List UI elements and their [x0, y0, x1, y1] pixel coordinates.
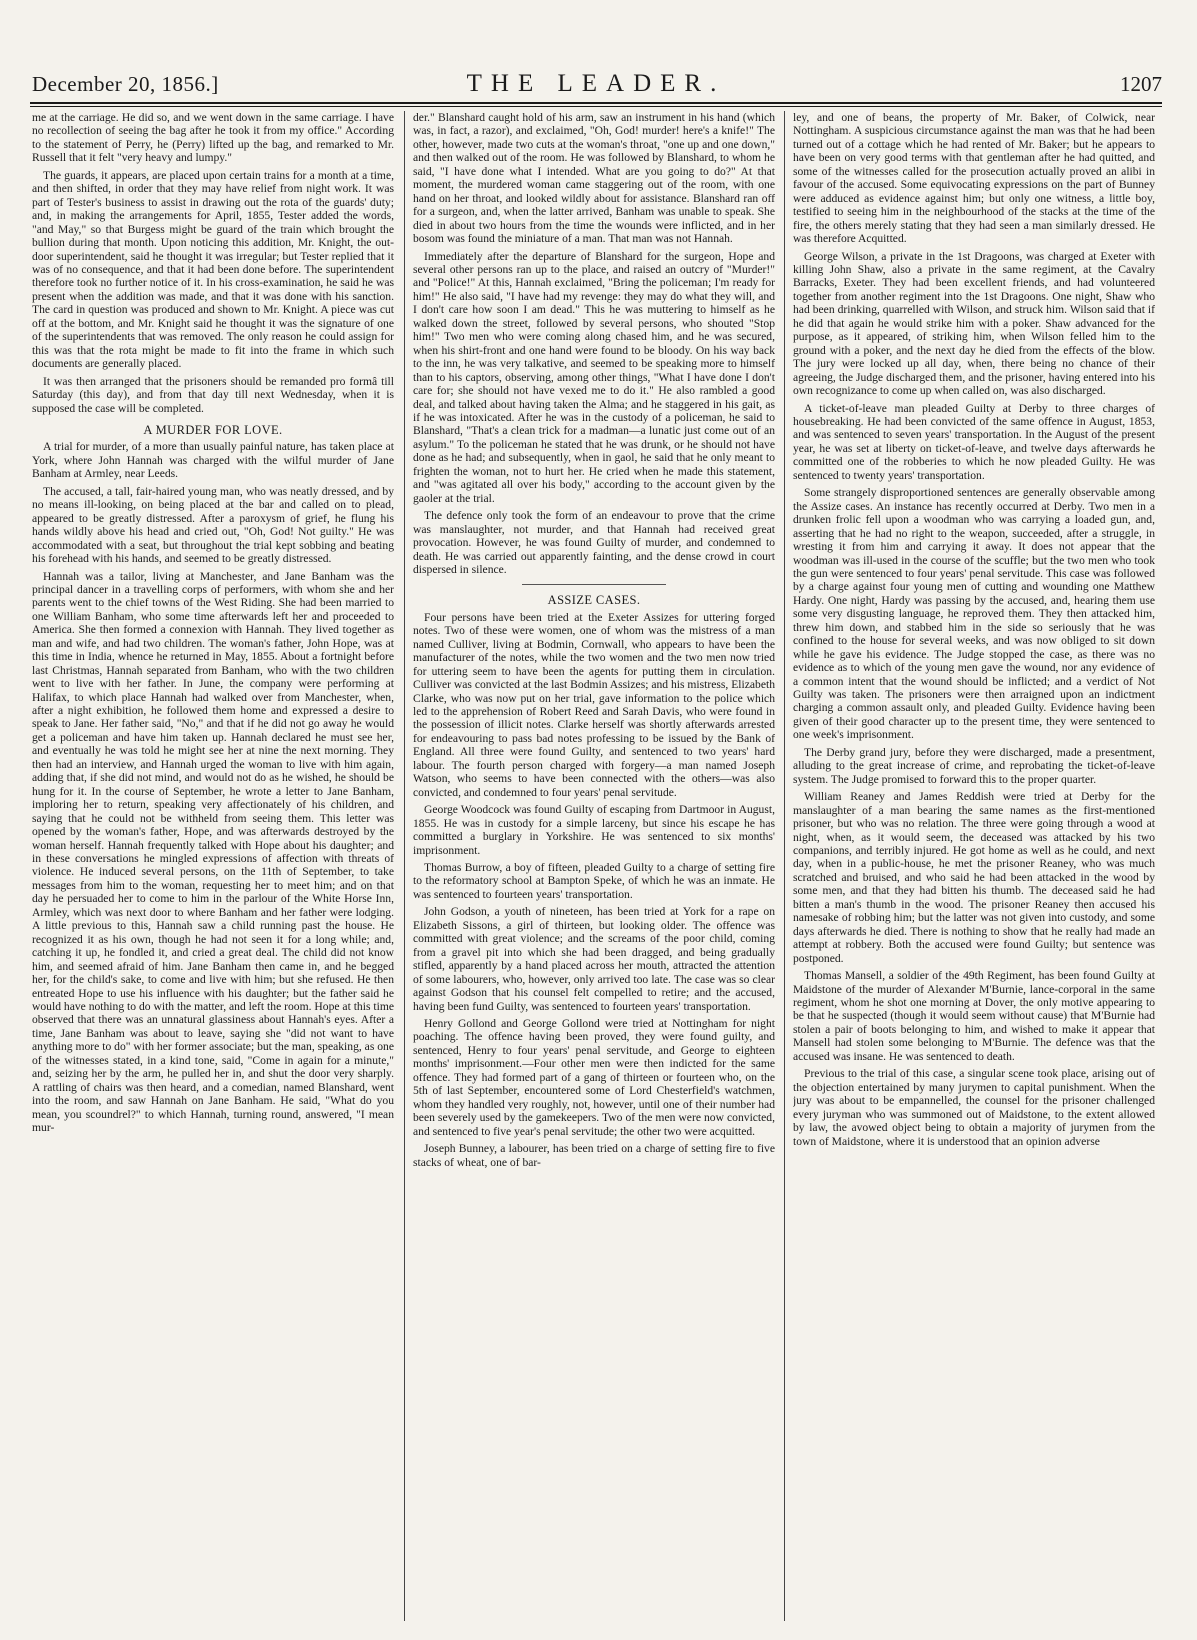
paragraph: The guards, it appears, are placed upon certain trains for a month at a time, and then shifted, in order that they may have relief from night work. It was part of Tester's business to assist in drawing out the rota of the guards' duty; and, in making the arrangements for April, 1855, Tester added the words, "and May," so that Burgess might be guard of the train which brought the bullion during that month. Upon noticing this addition, Mr. Knight, the out-door superintendent, said he thought it was irregular; but Tester replied that it was of no consequence, and that it had been done before. The superintendent therefore took no further notice of it. In his cross-examination, he said he was present when the addition was made, and that it was done with his sanction. The card in question was produced and shown to Mr. Knight. A piece was cut off at the bottom, and Mr. Knight said he thought it was the signature of one of the superintendents that was removed. The only reason he could assign for this was that the rota might be made to fit into the frame in which such documents are generally placed.: [32, 168, 394, 371]
section-heading: ASSIZE CASES.: [547, 593, 641, 608]
paragraph: der." Blanshard caught hold of his arm, saw an instrument in his hand (which was, in fact, a razor), and exclaimed, "Oh, God! murder! here's a knife!" The other, however, made two cuts at the woman's throat, "one up and one down," and then walked out of the room. He was followed by Blanshard, to whom he said, "I have done what I intended. What are you going to do?" At that moment, the murdered woman came staggering out of the room, with one hand on her throat, and looked wildly about for assistance. Blanshard ran off for a surgeon, and, when the latter arrived, Banham was unable to speak. She died in about two hours from the time the wounds were inflicted, and in her bosom was found the miniature of a man. That man was not Hannah.: [413, 111, 775, 246]
page-number: 1207: [1120, 72, 1162, 96]
paragraph: The accused, a tall, fair-haired young man, who was neatly dressed, and by no means ill-looking, on being placed at the bar and called on to plead, appeared to be greatly distressed. After a paroxysm of grief, he flung his hands wildly above his head and cried out, "Oh, God! Not guilty." He was accommodated with a seat, but throughout the trial kept sobbing and beating his forehead with his hands, and seemed to be greatly distressed.: [32, 484, 394, 566]
paragraph: It was then arranged that the prisoners should be remanded pro formâ till Saturday (this day), and from that day till next Wednesday, when it is supposed the case will be completed.: [32, 374, 394, 415]
section-divider: [522, 584, 667, 585]
paragraph: George Woodcock was found Guilty of escaping from Dartmoor in August, 1855. He was in custody for a simple larceny, but since his escape he has committed a burglary in Yorkshire. He was sentenced to six months' imprisonment.: [413, 803, 775, 857]
paragraph: A trial for murder, of a more than usually painful nature, has taken place at York, where John Hannah was charged with the wilful murder of Jane Banham at Armley, near Leeds.: [32, 440, 394, 481]
paragraph: George Wilson, a private in the 1st Dragoons, was charged at Exeter with killing John Shaw, also a private in the same regiment, at the Cavalry Barracks, Exeter. They had been excellent friends, and had volunteered together from another regiment into the 1st Dragoons. One night, Shaw who had been drinking, quarrelled with Wilson, and struck him. Wilson said that if he did that again he would strike him with a poker. Shaw advanced for the purpose, as it appeared, of striking him, when Wilson felled him to the ground with a poker, and the next day he died from the effects of the blow. The jury were locked up all day, when, there being no chance of their agreeing, the Judge discharged them, and the prisoner, having entered into his own recognizance to come up when called on, was also discharged.: [793, 249, 1155, 398]
paragraph: Some strangely disproportioned sentences are generally observable among the Assize cases. An instance has recently occurred at Derby. Two men in a drunken frolic fell upon a woodman who was carrying a loaded gun, and, asserting that he had no right to the weapon, succeeded, after a struggle, in wresting it from him and carrying it away. It does not appear that the woodman was ill-used in the course of the scuffle; but the two men who took the gun were sentenced to four years' penal servitude. This case was followed by a charge against four young men of cutting and wounding one Matthew Hardy. One night, Hardy was passing by the accused, and, hearing them use some very disgusting language, he reproved them. They then attacked him, threw him down, and stabbed him in the side so seriously that he was confined to the house for several weeks, and was now obliged to sit down while he gave his evidence. The Judge stopped the case, as there was no evidence as to which of the young men gave the wound, nor any evidence of a common intent that the wound should be inflicted; and a verdict of Not Guilty was taken. The prisoners were then arraigned upon an indictment charging a common assault only, and pleaded Guilty. Evidence having been given of their good character up to the present time, they were sentenced to one week's imprisonment.: [793, 486, 1155, 742]
paragraph: Previous to the trial of this case, a singular scene took place, arising out of the objection entertained by many jurymen to capital punishment. When the jury was about to be empannelled, the counsel for the prisoner challenged every juryman who was summoned out of Maidstone, to the extent allowed by law, the avowed object being to obtain a majority of jurymen from the town of Maidstone, where it is understood that an opinion adverse: [793, 1067, 1155, 1148]
column-1: [32, 111, 394, 1623]
paragraph: ley, and one of beans, the property of Mr. Baker, of Colwick, near Nottingham. A suspicious circumstance against the man was that he had been turned out of a cottage which he had rented of Mr. Baker; but he appears to have been on very good terms with that gentleman after he had quitted, and some of the witnesses called for the prosecution actually proved an alibi in favour of the accused. Some equivocating expressions on the part of Bunney were adduced as evidence against him; but only one witness, a little boy, testified to seeing him in the neighbourhood of the stacks at the time of the fire, the others merely stating that they had seen a man similarly dressed. He was therefore Acquitted.: [793, 111, 1155, 246]
header-date: December 20, 1856.]: [32, 72, 219, 96]
paragraph: Henry Gollond and George Gollond were tried at Nottingham for night poaching. The offence having been proved, they were found guilty, and sentenced, Henry to four years' penal servitude, and George to eighteen months' imprisonment.—Four other men were then indicted for the same offence. They had formed part of a gang of thirteen or fourteen who, on the 5th of last September, encountered some of Lord Chesterfield's watchmen, whom they handled very roughly, not, however, until one of their number had been severely used by the gamekeepers. Two of the men were now convicted, and sentenced to five year's penal servitude; the other two were acquitted.: [413, 1017, 775, 1138]
column-2: [413, 111, 775, 1623]
paragraph: Immediately after the departure of Blanshard for the surgeon, Hope and several other persons ran up to the place, and raised an outcry of "Murder!" and "Police!" At this, Hannah exclaimed, "Bring the policeman; I'm ready for him!" He also said, "I have had my revenge: they may do what they will, and I don't care how soon I am dead." This he was muttering to himself as he walked down the street, followed by several persons, who shouted "Stop him!" Two men who were coming along chased him, and he was secured, when his shirt-front and one hand were found to be bloody. On his way back to the inn, he was very talkative, and seemed to be speaking more to himself than to his captors, observing, among other things, "What I have done I don't care for; she should not have vexed me to do it." He also rambled a good deal, and talked about having taken the Alma; and he staggered in his gait, as if he was intoxicated. After he was in the custody of a policeman, he said to Blanshard, "That's a clean trick for a madman—a lunatic just come out of an asylum." To the policeman he stated that he was drunk, or he should not have done as he had; and subsequently, when in gaol, he said that he only meant to frighten the woman, not to hurt her. He cried when he made this statement, and "was agitated all over his body," according to the account given by the gaoler at the trial.: [413, 249, 775, 505]
header-rule: [30, 106, 1162, 107]
paragraph: The Derby grand jury, before they were discharged, made a presentment, alluding to the great increase of crime, and reprobating the ticket-of-leave system. The Judge promised to forward this to the proper quarter.: [793, 745, 1155, 786]
column-divider: [404, 111, 405, 1621]
paragraph: John Godson, a youth of nineteen, has been tried at York for a rape on Elizabeth Sissons, a girl of thirteen, but looking older. The offence was committed with great violence; and the screams of the poor child, coming from a gravel pit into which she had been dragged, and being gradually stifled, apparently by a hand placed across her mouth, attracted the attention of some labourers, who, however, only arrived too late. The case was so clear against Godson that his counsel felt compelled to retire; and the accused, having been fund Guilty, was sentenced to fourteen years' transportation.: [413, 905, 775, 1013]
paragraph: A ticket-of-leave man pleaded Guilty at Derby to three charges of housebreaking. He had been convicted of the same offence in August, 1853, and was sentenced to seven years' transportation. In the August of the present year, he was set at liberty on ticket-of-leave, and twelve days afterwards he committed one of the robberies to which he now pleaded Guilty. He was sentenced to twenty years' transportation.: [793, 401, 1155, 482]
column-3: [793, 111, 1155, 1623]
paragraph: Thomas Mansell, a soldier of the 49th Regiment, has been found Guilty at Maidstone of the murder of Alexander M'Burnie, lance-corporal in the same regiment, whom he shot one morning at Dover, the only motive appearing to be that he suspected (though it would seem without cause) that M'Burnie had stolen a pair of boots belonging to him, and wished to make it appear that Mansell had stolen some belonging to M'Burnie. The defence was that the accused was insane. He was sentenced to death.: [793, 969, 1155, 1063]
paragraph: Four persons have been tried at the Exeter Assizes for uttering forged notes. Two of these were women, one of whom was the mistress of a man named Culliver, living at Bodmin, Cornwall, who appears to have been the manufacturer of the notes, while the two women and the two men now tried for uttering seem to have been the agents for putting them in circulation. Culliver was convicted at the last Bodmin Assizes; and his mistress, Elizabeth Clarke, who was now put on her trial, gave information to the police which led to the apprehension of Robert Reed and Sarah Davis, who were found in the possession of illicit notes. Clarke herself was shortly afterwards arrested for endeavouring to pass bad notes professing to be issued by the Bank of England. All three were found Guilty, and sentenced to two years' hard labour. The fourth person charged with forgery—a man named Joseph Watson, who seems to have been connected with the others—was also convicted, and condemned to four years' penal servitude.: [413, 610, 775, 799]
page-header: [30, 66, 1162, 104]
paragraph: The defence only took the form of an endeavour to prove that the crime was manslaughter, not murder, and that Hannah had received great provocation. However, he was found Guilty of murder, and condemned to death. He was carried out apparently fainting, and the dense crowd in court dispersed in silence.: [413, 509, 775, 576]
paragraph: Hannah was a tailor, living at Manchester, and Jane Banham was the principal dancer in a travelling corps of performers, with whom she and her parents went to the chief towns of the West Riding. She had been married to one William Banham, who some time afterwards left her and proceeded to America. She then formed a connexion with Hannah. They lived together as man and wife, and had two children. The woman's father, John Hope, was at this time in India, whence he returned in May, 1855. About a fortnight before last Christmas, Hannah separated from Banham, who with the two children went to live with her father. In June, the company were performing at Halifax, to which place Hannah had walked over from Manchester, when, after a night exhibition, he followed them home and expressed a desire to speak to Jane. Her father said, "No," and that if he did not go away he would get a policeman and have him taken up. Hannah declared he must see her, and eventually he was told he might see her at nine the next morning. They then had an interview, and Hannah urged the woman to live with him again, adding that, if she did not mind, and would not do as he wished, he should be hung for it. In the course of September, he wrote a letter to Jane Banham, imploring her to return, speaking very affectionately of his children, and saying that he could not be withheld from seeing them. This letter was opened by the woman's father, Hope, and was afterwards destroyed by the woman herself. Hannah frequently talked with Hope about his daughter; and in these conversations he mingled expressions of affection with threats of violence. He induced several persons, on the 11th of September, to take messages from him to the woman, requesting her to meet him; and on that day he persuaded her to come to him in the parlour of the White Horse Inn, Armley, which was next door to where Banham and her father were lodging. A little previous to this, Hannah saw a child running past the house. He recognized it as his own, though he had not seen it for a long while; and, catching it up, he fondled it, and cried a great deal. The child did not know him, and seemed afraid of him. Jane Banham then came in, and he begged her, for the child's sake, to come and live with him; but she refused. He then entreated Hope to use his influence with his daughter; but the father said he would have nothing to do with the matter, and left the room. Hope at this time observed that there was an unnatural glassiness about Hannah's eyes. After a time, Jane Banham was about to leave, saying she "did not want to have anything more to do" with her former associate; but the man, speaking, as one of the witnesses stated, in a kind tone, said, "Come in again for a minute," and, seizing her by the arm, he pulled her in, and shut the door very sharply. A rattling of chairs was then heard, and a comedian, named Blanshard, went into the room, and saw Hannah on Jane Banham. He said, "What do you mean, you scoundrel?" to which Hannah, turning round, answered, "I mean mur-: [32, 569, 394, 1135]
paragraph: me at the carriage. He did so, and we went down in the same carriage. I have no recollection of seeing the bag after he took it from my office." According to the statement of Perry, he (Perry) lifted up the bag, and remarked to Mr. Russell that it felt "very heavy and lumpy.": [32, 111, 394, 165]
section-heading: A MURDER FOR LOVE.: [143, 422, 283, 437]
paragraph: Thomas Burrow, a boy of fifteen, pleaded Guilty to a charge of setting fire to the reformatory school at Bampton Speke, of which he was an inmate. He was sentenced to fourteen years' transportation.: [413, 861, 775, 901]
paragraph: Joseph Bunney, a labourer, has been tried on a charge of setting fire to five stacks of wheat, one of bar-: [413, 1142, 775, 1169]
column-divider: [784, 111, 785, 1621]
masthead-title: THE LEADER.: [466, 70, 726, 97]
paragraph: William Reaney and James Reddish were tried at Derby for the manslaughter of a man bearing the same names as the first-mentioned prisoner, but who was no relation. The three were going through a wood at night, when, as it would seem, the deceased was attacked by his two companions, and terribly injured. He got home as well as he could, and next day, when in a public-house, he met the prisoner Reaney, who was much scratched and bruised, and who said he had been attacked in the wood by some men, and that they had bitten his thumb. The deceased said he had bitten a man's thumb in the wood. The prisoner Reaney then accused his namesake of robbing him; but the latter was not given into custody, and some days afterwards he died. There is nothing to show that he really had made an attempt at robbery. Both the accused were found Guilty; but sentence was postponed.: [793, 790, 1155, 965]
